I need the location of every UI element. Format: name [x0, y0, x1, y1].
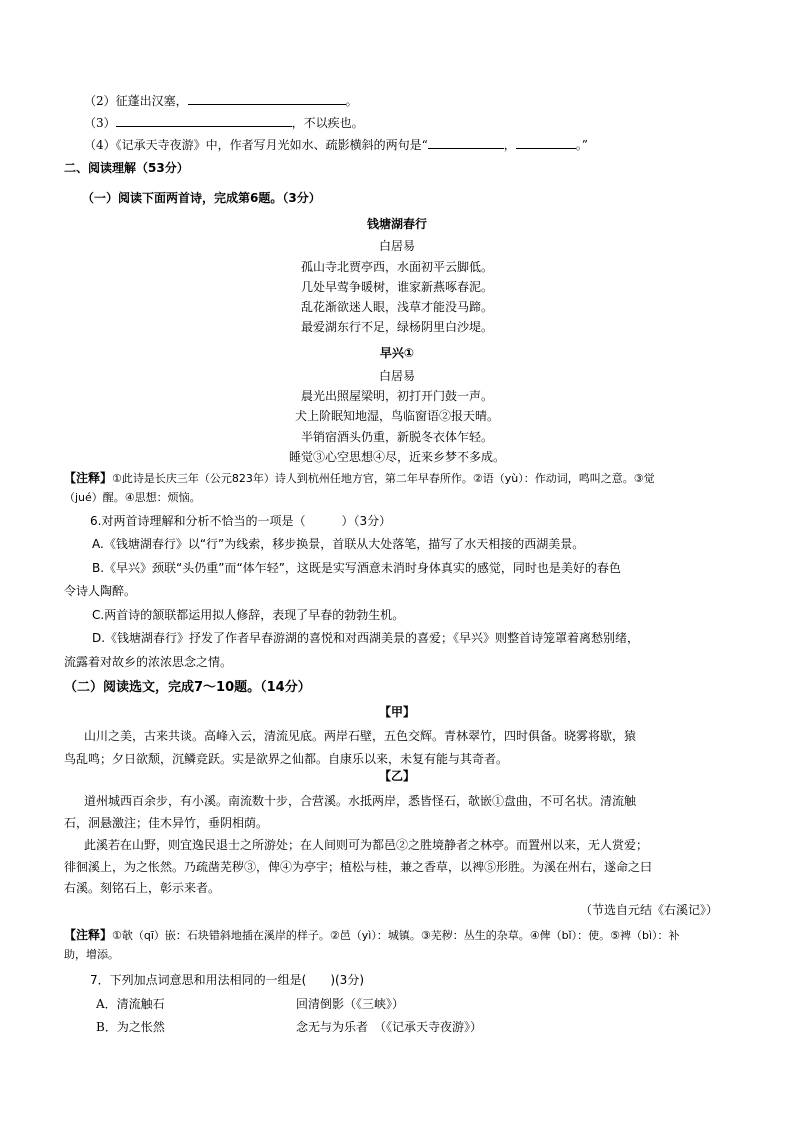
q7-option-b-compare: 念无与为乐者 （《记承天寺夜游》） — [296, 1020, 483, 1034]
fill-q4-text: （4）《记承天寺夜游》中，作者写月光如水、疏影横斜的两句是“ — [84, 138, 428, 152]
q6-option-d[interactable]: D.《钱塘湖春行》抒发了作者早春游湖的喜悦和对西湖美景的喜爱；《早兴》则整首诗笼罩着离愁别绪， — [92, 631, 640, 645]
passage-yi-para2-end: 右溪。刻铭石上，彰示来者。 — [64, 881, 221, 895]
q7-option-a-compare: 回清倒影（《三峡》） — [296, 997, 405, 1011]
poem2-author: 白居易 — [378, 369, 415, 383]
part2-heading: （二）阅读选文，完成7～10题。（14分） — [64, 680, 311, 695]
q6-stem: 6.对两首诗理解和分析不恰当的一项是（ ）（3分） — [90, 514, 392, 528]
passage-source: （节选自元结《右溪记》） — [579, 903, 718, 917]
q6-option-d-cont: 流露着对故乡的浓浓思念之情。 — [64, 655, 233, 669]
poem2-line: 犬上阶眠知地湿，鸟临窗语②报天晴。 — [294, 409, 499, 423]
poem-notes-cont: （jué）醒。④思想：烦恼。 — [64, 491, 201, 504]
passage-yi-label: 【乙】 — [378, 769, 415, 783]
poem2-line: 半销宿酒头仍重，新脱冬衣体乍轻。 — [300, 430, 493, 444]
poem1-line: 最爱湖东行不足，绿杨阴里白沙堤。 — [300, 320, 493, 334]
passage-jia-cont: 鸟乱鸣；夕日欲颓，沉鳞竞跃。实是欲界之仙都。自康乐以来，未复有能与其奇者。 — [64, 752, 509, 766]
fill-q3-text: （3） — [84, 116, 116, 130]
answer-blank[interactable] — [188, 92, 346, 105]
fill-q4: （4）《记承天寺夜游》中，作者写月光如水、疏影横斜的两句是“ ， 。” — [84, 138, 588, 152]
part1-heading: （一）阅读下面两首诗，完成第6题。（3分） — [82, 191, 321, 205]
poem1-line: 几处早莺争暖树，谁家新燕啄春泥。 — [300, 280, 493, 294]
passage-yi-cont: 石，洄悬激注；佳木异竹，垂阴相荫。 — [64, 816, 269, 830]
q6-option-b-cont: 令诗人陶醉。 — [64, 584, 137, 598]
q6-option-a[interactable]: A.《钱塘湖春行》以“行”为线索，移步换景，首联从大处落笔，描写了水天相接的西湖美景。 — [92, 537, 585, 551]
q6-option-c[interactable]: C.两首诗的颔联都运用拟人修辞，表现了早春的勃勃生机。 — [92, 608, 405, 622]
q7-option-a[interactable]: A．清流触石 — [96, 997, 165, 1011]
passage-jia: 山川之美，古来共谈。高峰入云，清流见底。两岸石壁，五色交辉。青林翠竹，四时俱备。晓雾将歇，猿 — [84, 729, 637, 743]
answer-blank[interactable] — [116, 114, 292, 127]
fill-q2: （2）征蓬出汉塞， 。 — [84, 94, 358, 108]
section-heading: 二、阅读理解（53分） — [64, 161, 189, 175]
note-label: 【注释】 — [64, 471, 113, 485]
answer-blank[interactable] — [516, 136, 576, 149]
poem1-title: 钱塘湖春行 — [366, 217, 427, 231]
passage-yi: 道州城西百余步，有小溪。南流数十步，合营溪。水抵两岸，悉皆怪石，欹嵌①盘曲，不可名状。清流触 — [84, 794, 637, 808]
fill-q3: （3） ，不以疾也。 — [84, 116, 364, 130]
poem1-line: 乱花渐欲迷人眼，浅草才能没马蹄。 — [300, 300, 493, 314]
poem1-author: 白居易 — [378, 239, 415, 253]
poem2-line: 睡觉③心空思想④尽，近来乡梦不多成。 — [288, 450, 505, 464]
poem2-line: 晨光出照屋梁明，初打开门鼓一声。 — [300, 389, 493, 403]
passage-jia-label: 【甲】 — [378, 705, 415, 719]
q7-option-b[interactable]: B．为之怅然 — [96, 1020, 165, 1034]
poem2-title: 早兴① — [379, 346, 415, 360]
passage-notes: 【注释】①欹（qī）嵌：石块错斜地插在溪岸的样子。②邑（yì）：城镇。③芜秽：丛生的杂草。④俾（bǐ）：使。⑤裨（bì）：补 — [64, 928, 680, 942]
passage-yi-para2: 此溪若在山野，则宜逸民退士之所游处；在人间则可为都邑②之胜境静者之林亭。而置州以来，无人赏爱； — [84, 838, 649, 852]
answer-blank[interactable] — [428, 136, 504, 149]
poem-notes: 【注释】①此诗是长庆三年（公元823年）诗人到杭州任地方官，第二年早春所作。②语（yù）：作动词，鸣叫之意。③觉 — [64, 471, 655, 485]
q6-option-b[interactable]: B.《早兴》颈联“头仍重”而“体乍轻”，这既是实写酒意未消时身体真实的感觉，同时也是美好的春色 — [92, 561, 621, 575]
q7-stem: 7．下列加点词意思和用法相同的一组是( )(3分) — [90, 973, 364, 987]
fill-q2-text: （2）征蓬出汉塞， — [84, 94, 188, 108]
poem1-line: 孤山寺北贾亭西，水面初平云脚低。 — [300, 260, 493, 274]
note-label: 【注释】 — [64, 928, 113, 942]
passage-notes-cont: 助，增添。 — [64, 948, 119, 961]
passage-yi-para2-cont: 徘徊溪上，为之怅然。乃疏凿芜秽③，俾④为亭宇；植松与桂，兼之香草，以裨⑤形胜。为溪在州右，遂命之曰 — [64, 860, 653, 874]
